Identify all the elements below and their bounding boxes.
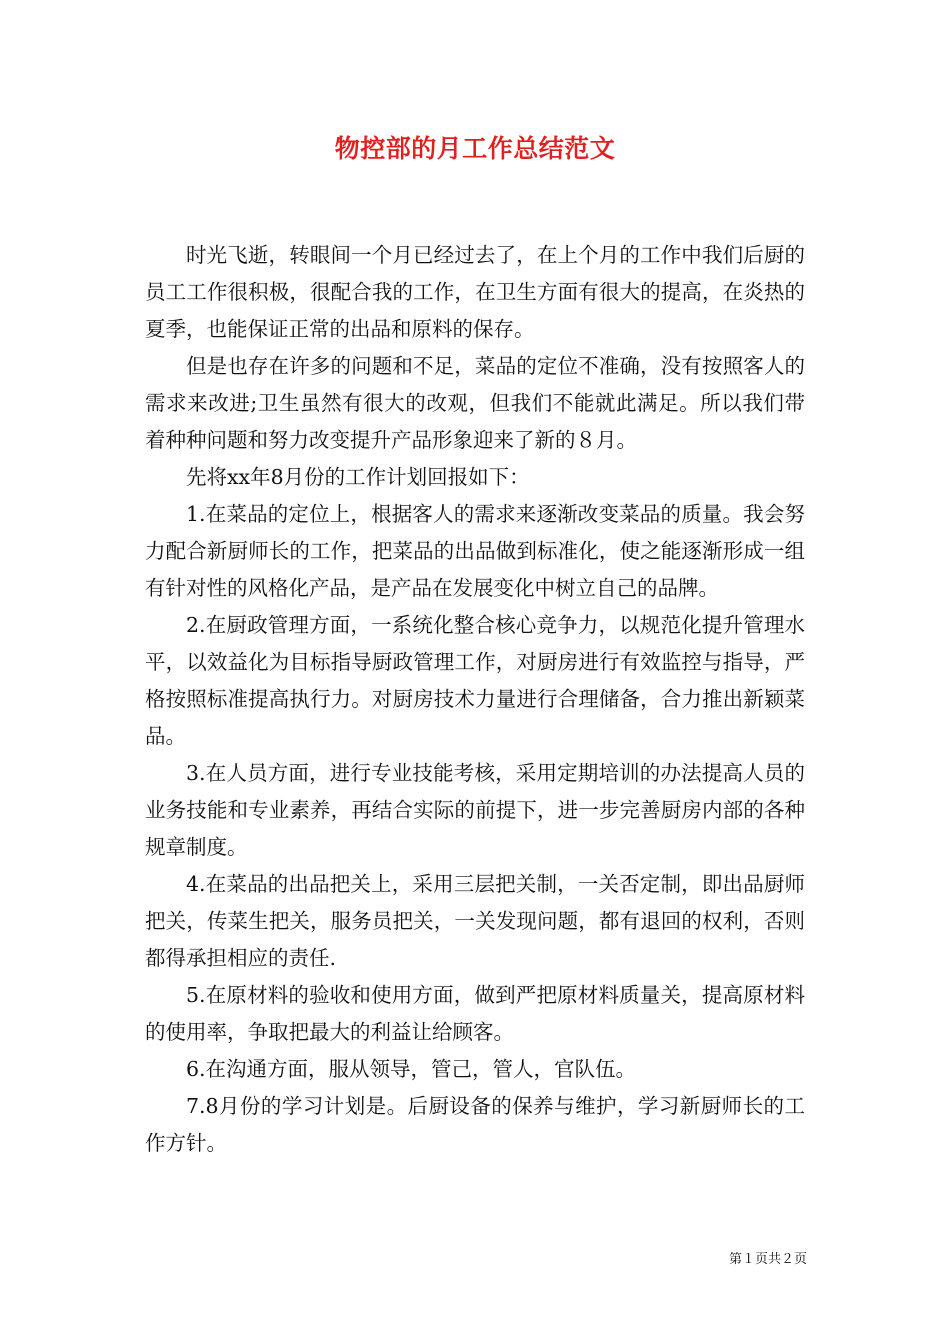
paragraph: 6.在沟通方面，服从领导，管己，管人，官队伍。 xyxy=(186,1057,637,1081)
document-title: 物控部的月工作总结范文 xyxy=(334,134,616,163)
page-number-footer: 第１页共２页 xyxy=(728,1252,807,1267)
paragraph: 1.在菜品的定位上，根据客人的需求来逐渐改变菜品的质量。我会努力配合新厨师长的工作，把菜品的出品做到标准化，使之能逐渐形成一组有针对性的风格化产品，是产品在发展变化中树立自己的品牌。 xyxy=(145,502,805,600)
paragraph: 5.在原材料的验收和使用方面，做到严把原材料质量关，提高原材料的使用率，争取把最大的利益让给顾客。 xyxy=(145,983,805,1044)
document-body xyxy=(145,237,805,1162)
paragraph: 但是也存在许多的问题和不足，菜品的定位不准确，没有按照客人的需求来改进;卫生虽然有很大的改观，但我们不能就此满足。所以我们带着种种问题和努力改变提升产品形象迎来了新的８月。 xyxy=(145,354,805,452)
paragraph: 先将xx年8月份的工作计划回报如下： xyxy=(186,465,530,489)
paragraph: 时光飞逝，转眼间一个月已经过去了，在上个月的工作中我们后厨的员工工作很积极，很配合我的工作，在卫生方面有很大的提高，在炎热的夏季，也能保证正常的出品和原料的保存。 xyxy=(145,243,805,341)
paragraph: 4.在菜品的出品把关上，采用三层把关制，一关否定制，即出品厨师把关，传菜生把关，服务员把关，一关发现问题，都有退回的权利，否则都得承担相应的责任. xyxy=(145,872,805,970)
paragraph: 3.在人员方面，进行专业技能考核，采用定期培训的办法提高人员的业务技能和专业素养，再结合实际的前提下，进一步完善厨房内部的各种规章制度。 xyxy=(145,761,805,859)
paragraph: 7.8月份的学习计划是。后厨设备的保养与维护，学习新厨师长的工作方针。 xyxy=(145,1094,805,1155)
paragraph: 2.在厨政管理方面，一系统化整合核心竞争力，以规范化提升管理水平，以效益化为目标指导厨政管理工作，对厨房进行有效监控与指导，严格按照标准提高执行力。对厨房技术力量进行合理储备，合力推出新颖菜品。 xyxy=(145,613,805,748)
